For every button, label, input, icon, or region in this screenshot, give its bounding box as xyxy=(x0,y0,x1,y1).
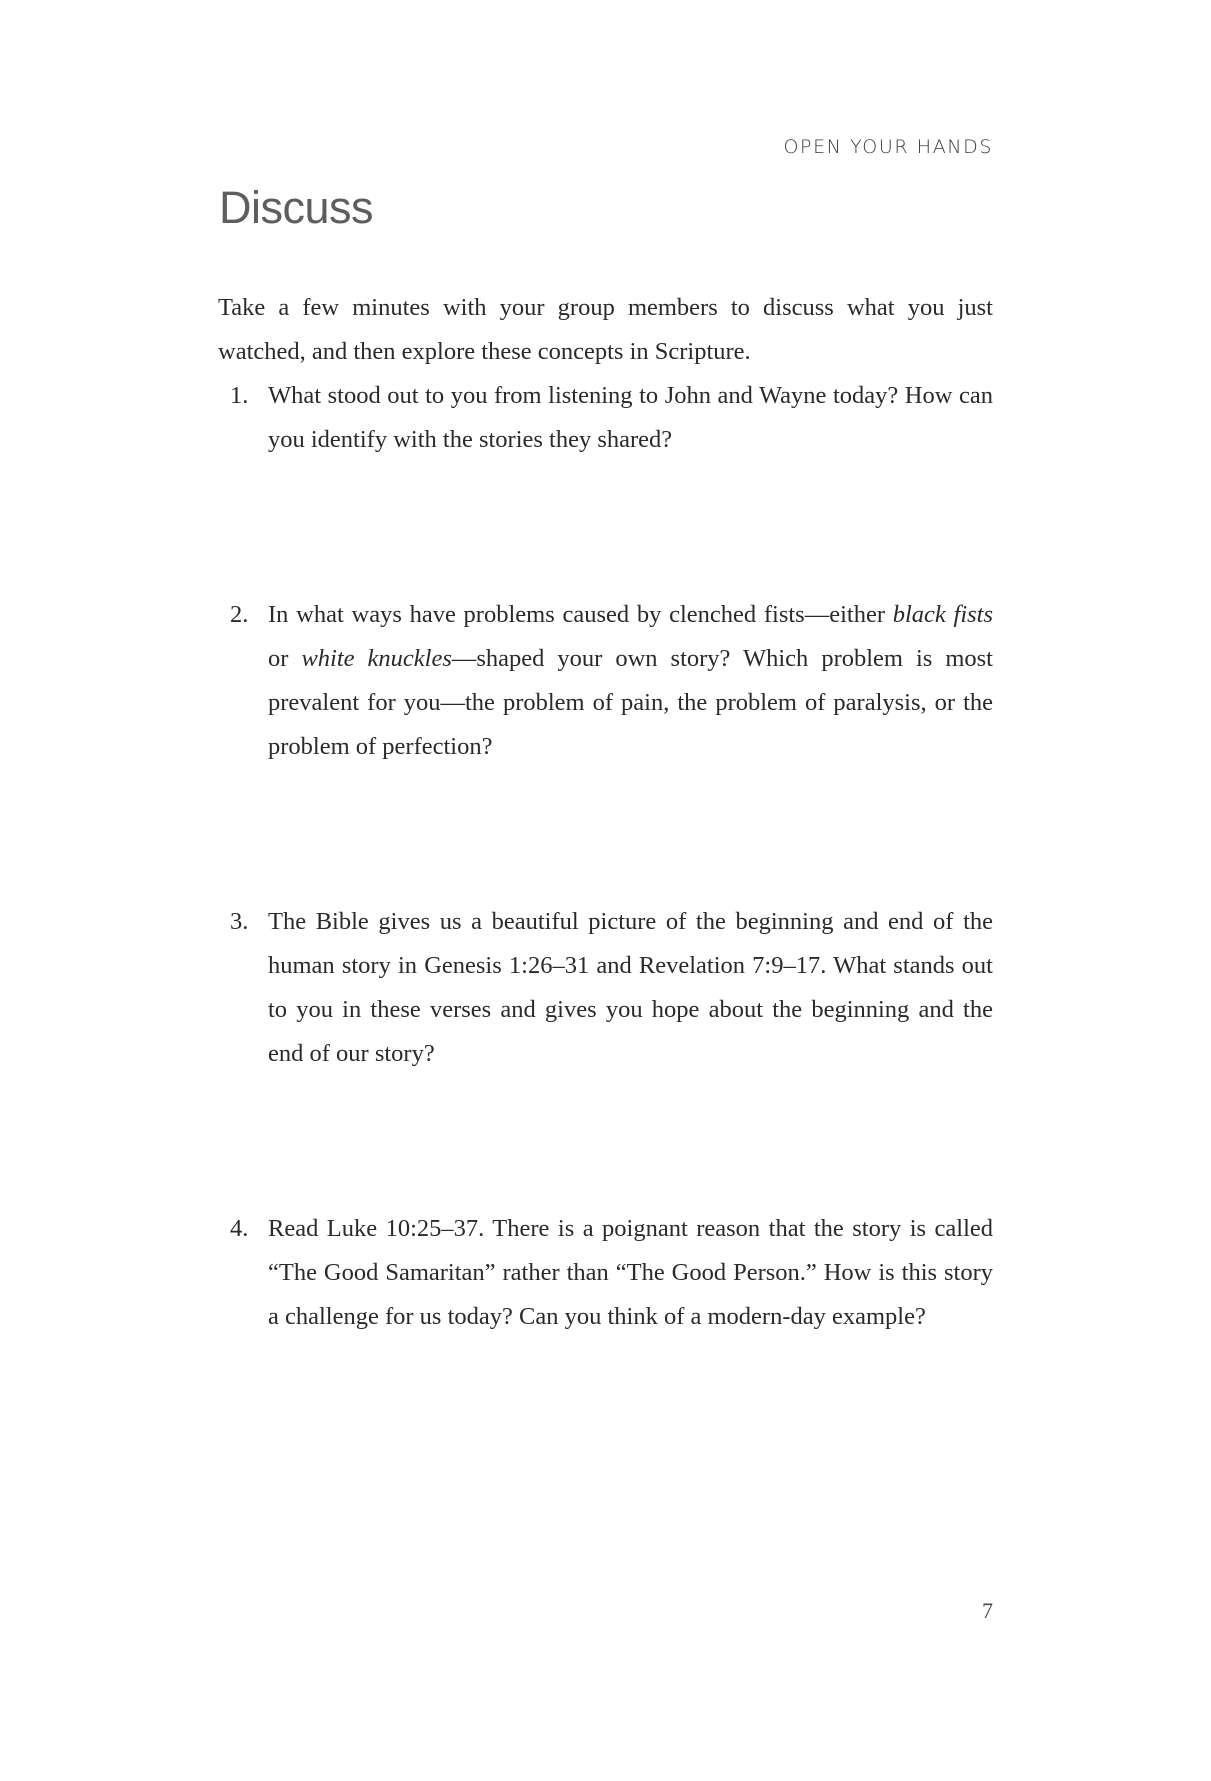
question-number: 3. xyxy=(230,908,249,935)
question-text-part: or xyxy=(268,645,302,672)
page-number: 7 xyxy=(982,1598,993,1623)
question-item xyxy=(218,593,993,769)
question-number: 1. xyxy=(230,382,249,409)
question-text xyxy=(268,1207,993,1339)
running-head: OPEN YOUR HANDS xyxy=(783,136,993,158)
question-text xyxy=(268,374,993,462)
question-text-part: The Bible gives us a beautiful picture of the beginning and end of the human story in Genesis 1:26–31 and Revelation 7:9–17. What stands out to you in these verses and gives you hope about the beginning and the end of our story? xyxy=(268,908,993,1067)
question-text-part: Read Luke 10:25–37. There is a poignant reason that the story is called “The Good Samaritan” rather than “The Good Person.” How is this story a challenge for us today? Can you think of a modern-day example? xyxy=(268,1215,993,1330)
question-text-part: What stood out to you from listening to John and Wayne today? How can you identify with the stories they shared? xyxy=(268,382,993,453)
emphasis-white-knuckles: white knuckles xyxy=(301,645,452,672)
question-number: 2. xyxy=(230,601,249,628)
question-item xyxy=(218,1207,993,1339)
question-text xyxy=(268,900,993,1076)
question-text-part: In what ways have problems caused by clenched fists—either xyxy=(268,601,893,628)
emphasis-black-fists: black fists xyxy=(892,601,994,628)
section-title: Discuss xyxy=(219,182,374,233)
question-item xyxy=(218,900,993,1076)
question-item xyxy=(218,374,993,462)
question-number: 4. xyxy=(230,1215,249,1242)
question-text-part: —shaped your own story? Which problem is most prevalent for you—the problem of pain, the problem of paralysis, or the problem of perfection? xyxy=(268,645,993,760)
intro-paragraph: Take a few minutes with your group members to discuss what you just watched, and then explore these concepts in Scripture. xyxy=(218,294,993,365)
question-text xyxy=(268,593,993,769)
page-content xyxy=(218,286,994,1330)
